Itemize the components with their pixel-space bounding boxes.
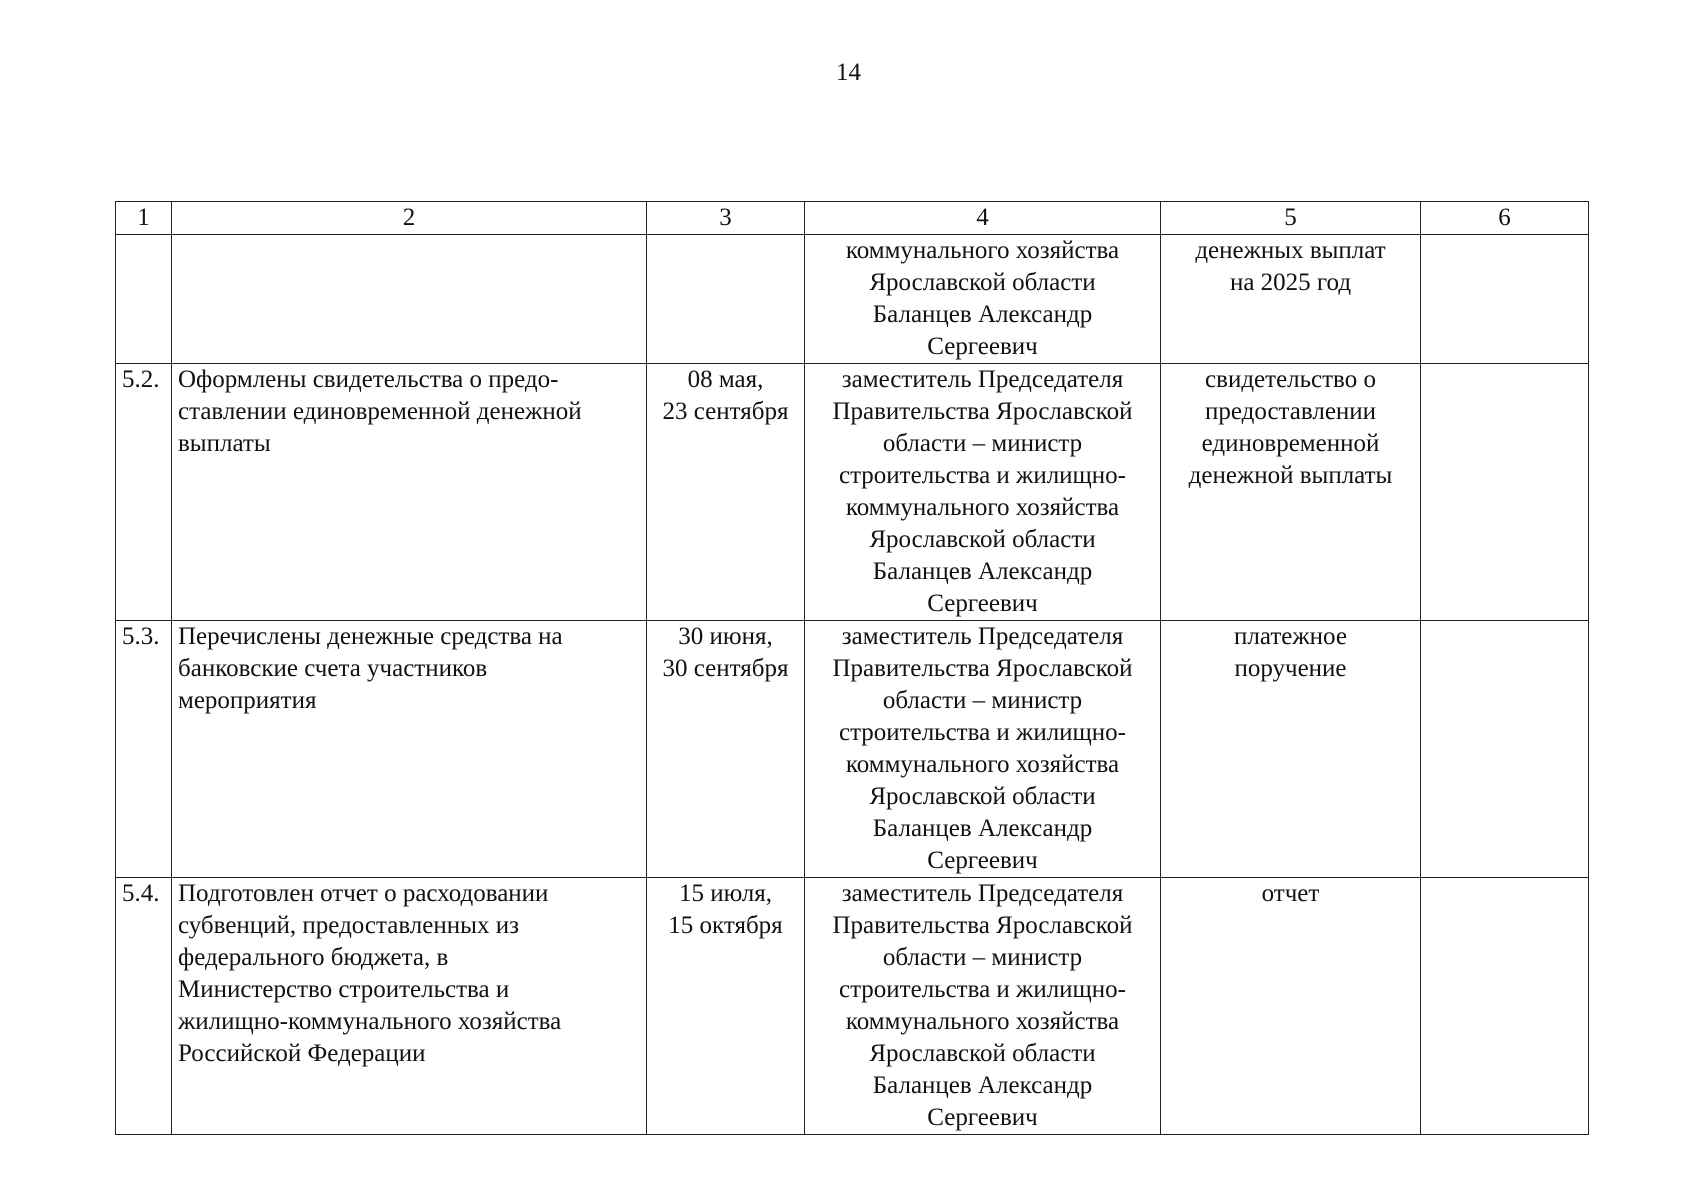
text-line: коммунального хозяйства	[845, 751, 1120, 778]
text-line: Сергеевич	[927, 333, 1038, 360]
text-line: коммунального хозяйства	[845, 237, 1120, 264]
table-row-5-3	[116, 621, 1589, 878]
text-line: Правительства Ярославской	[832, 398, 1133, 425]
text-line: Сергеевич	[927, 1104, 1038, 1131]
row-number: 5.3.	[116, 621, 172, 878]
column-header-2: 2	[172, 202, 647, 235]
row-result	[1161, 621, 1421, 878]
text-line: предоставлении	[1204, 398, 1377, 425]
table-header-row	[116, 202, 1589, 235]
text-line: 23 сентября	[662, 398, 789, 425]
row-note	[1421, 364, 1589, 621]
text-line: Российской Федерации	[178, 1040, 426, 1067]
row-number: 5.2.	[116, 364, 172, 621]
text-line: заместитель Председателя	[841, 623, 1124, 650]
text-line: Сергеевич	[927, 590, 1038, 617]
column-header-3: 3	[647, 202, 805, 235]
text-line: отчет	[1261, 880, 1320, 907]
row-result	[1161, 235, 1421, 364]
text-line: федерального бюджета, в	[178, 944, 449, 971]
row-responsible	[805, 621, 1161, 878]
text-line: коммунального хозяйства	[845, 494, 1120, 521]
row-note	[1421, 878, 1589, 1135]
text-line: Сергеевич	[927, 847, 1038, 874]
column-header-6: 6	[1421, 202, 1589, 235]
row-result	[1161, 878, 1421, 1135]
text-line: заместитель Председателя	[841, 366, 1124, 393]
text-line: субвенций, предоставленных из	[178, 912, 519, 939]
row-number	[116, 235, 172, 364]
text-line: Баланцев Александр	[872, 301, 1093, 328]
text-line: Перечислены денежные средства на	[178, 623, 563, 650]
text-line: Баланцев Александр	[872, 815, 1093, 842]
text-line: строительства и жилищно-	[838, 976, 1127, 1003]
column-header-5: 5	[1161, 202, 1421, 235]
text-line: на 2025 год	[1229, 269, 1352, 296]
text-line: Ярославской области	[869, 269, 1096, 296]
text-line: Ярославской области	[869, 783, 1096, 810]
table-row-5-4	[116, 878, 1589, 1135]
text-line: Подготовлен отчет о расходовании	[178, 880, 549, 907]
row-dates	[647, 621, 805, 878]
text-line: поручение	[1234, 655, 1347, 682]
text-line: платежное	[1234, 623, 1347, 650]
text-line: ставлении единовременной денежной	[178, 398, 582, 425]
text-line: заместитель Председателя	[841, 880, 1124, 907]
text-line: области – министр	[882, 944, 1083, 971]
text-line: свидетельство о	[1205, 366, 1376, 393]
column-header-1: 1	[116, 202, 172, 235]
text-line: мероприятия	[178, 687, 317, 714]
row-dates	[647, 235, 805, 364]
row-responsible	[805, 364, 1161, 621]
table-row-5-2	[116, 364, 1589, 621]
plan-table	[115, 201, 1589, 1135]
text-line: 30 сентября	[662, 655, 789, 682]
text-line: денежных выплат	[1195, 237, 1386, 264]
text-line: строительства и жилищно-	[838, 462, 1127, 489]
text-line: Правительства Ярославской	[832, 655, 1133, 682]
text-line: строительства и жилищно-	[838, 719, 1127, 746]
text-line: области – министр	[882, 687, 1083, 714]
row-result	[1161, 364, 1421, 621]
text-line: области – министр	[882, 430, 1083, 457]
text-line: 15 октября	[668, 912, 783, 939]
column-header-4: 4	[805, 202, 1161, 235]
row-description	[172, 621, 647, 878]
text-line: банковские счета участников	[178, 655, 488, 682]
text-line: Правительства Ярославской	[832, 912, 1133, 939]
row-note	[1421, 621, 1589, 878]
text-line: Ярославской области	[869, 1040, 1096, 1067]
text-line: 15 июля,	[679, 880, 772, 907]
text-line: 08 мая,	[687, 366, 764, 393]
text-line: жилищно-коммунального хозяйства	[178, 1008, 562, 1035]
row-dates	[647, 878, 805, 1135]
text-line: Баланцев Александр	[872, 558, 1093, 585]
text-line: 30 июня,	[678, 623, 773, 650]
row-note	[1421, 235, 1589, 364]
text-line: выплаты	[178, 430, 271, 457]
text-line: Баланцев Александр	[872, 1072, 1093, 1099]
text-line: Оформлены свидетельства о предо-	[178, 366, 559, 393]
text-line: Министерство строительства и	[178, 976, 510, 1003]
row-description	[172, 878, 647, 1135]
text-line: Ярославской области	[869, 526, 1096, 553]
page-number: 14	[836, 59, 861, 86]
row-number: 5.4.	[116, 878, 172, 1135]
text-line: денежной выплаты	[1188, 462, 1393, 489]
row-description	[172, 235, 647, 364]
row-responsible	[805, 235, 1161, 364]
row-description	[172, 364, 647, 621]
row-dates	[647, 364, 805, 621]
text-line: единовременной	[1201, 430, 1380, 457]
row-responsible	[805, 878, 1161, 1135]
text-line: коммунального хозяйства	[845, 1008, 1120, 1035]
table-row-continuation	[116, 235, 1589, 364]
